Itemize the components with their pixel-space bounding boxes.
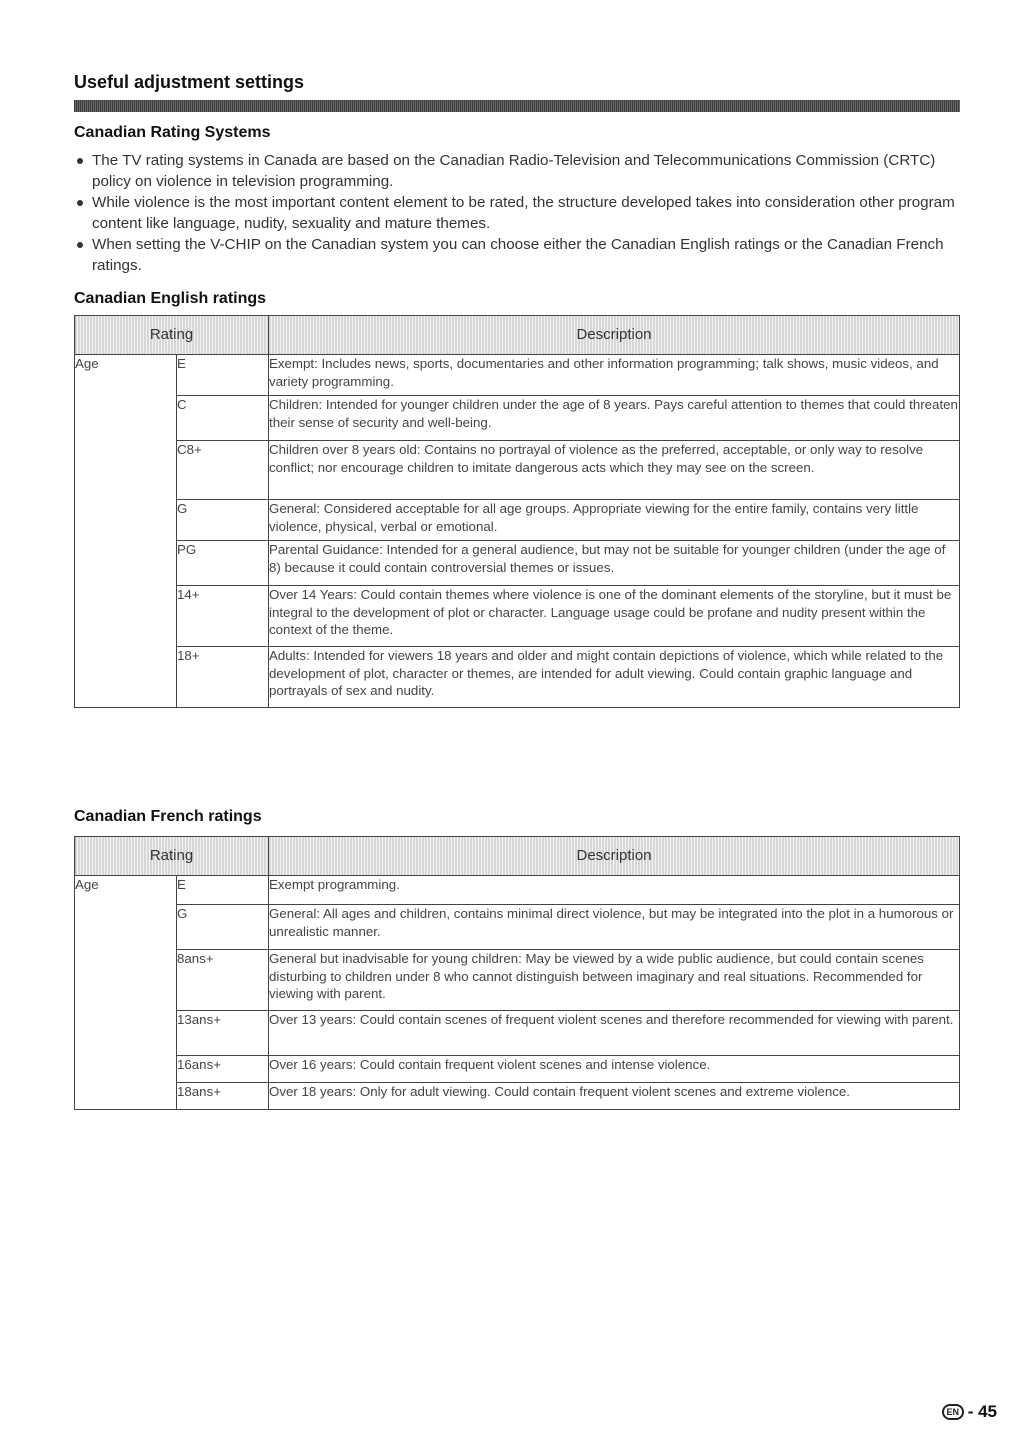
bullet-text: While violence is the most important content element to be rated, the structure developed takes into consideration other program content like language, nudity, sexuality and mature themes. <box>92 194 955 232</box>
rating-description: Exempt: Includes news, sports, documentaries and other information programming; talk shows, music videos, and variety programming. <box>269 355 960 396</box>
bullet-item <box>76 192 956 234</box>
rating-code: 18ans+ <box>177 1083 269 1110</box>
rating-code: E <box>177 355 269 396</box>
rating-description: General: Considered acceptable for all age groups. Appropriate viewing for the entire family, contains very little violence, physical, verbal or emotional. <box>269 500 960 541</box>
page-title: Useful adjustment settings <box>74 72 305 92</box>
age-group-label: Age <box>75 355 177 708</box>
bullet-item <box>76 150 956 192</box>
rating-description: Adults: Intended for viewers 18 years and older and might contain depictions of violence, which while related to the development of plot, character or themes, are intended for adult viewing. Could contain graphic language and portrayals of sex and nudity. <box>269 647 960 708</box>
rating-code: 18+ <box>177 647 269 708</box>
rating-column-header: Rating <box>75 316 269 355</box>
rating-code: 13ans+ <box>177 1011 269 1056</box>
header-rule <box>74 100 960 112</box>
rating-systems-bullets <box>76 150 956 276</box>
rating-description: Over 18 years: Only for adult viewing. Could contain frequent violent scenes and extreme violence. <box>269 1083 960 1110</box>
page-number: - 45 <box>967 1402 997 1421</box>
language-badge-icon: EN <box>942 1404 964 1420</box>
rating-code: G <box>177 905 269 950</box>
rating-code: 14+ <box>177 586 269 647</box>
rating-code: PG <box>177 541 269 586</box>
rating-description: General: All ages and children, contains minimal direct violence, but may be integrated into the plot in a humorous or unrealistic manner. <box>269 905 960 950</box>
age-group-label: Age <box>75 876 177 1110</box>
bullet-item <box>76 234 956 276</box>
english-ratings-table <box>74 315 960 708</box>
rating-code: E <box>177 876 269 905</box>
rating-code: C8+ <box>177 441 269 500</box>
bullet-icon <box>77 200 83 206</box>
rating-systems-title: Canadian Rating Systems <box>74 124 271 141</box>
rating-description: Children: Intended for younger children under the age of 8 years. Pays careful attention to themes that could threaten their sense of security and well-being. <box>269 396 960 441</box>
english-ratings-title: Canadian English ratings <box>74 290 267 307</box>
rating-description: Over 14 Years: Could contain themes where violence is one of the dominant elements of the storyline, but it must be integral to the development of plot or character. Language usage could be profane and nudity present within the context of the theme. <box>269 586 960 647</box>
rating-description: Over 16 years: Could contain frequent violent scenes and intense violence. <box>269 1056 960 1083</box>
bullet-text: The TV rating systems in Canada are based on the Canadian Radio-Television and Telecommunications Commission (CRTC) policy on violence in television programming. <box>92 152 936 190</box>
bullet-icon <box>77 158 83 164</box>
rating-description: Children over 8 years old: Contains no portrayal of violence as the preferred, acceptable, or only way to resolve conflict; nor encourage children to imitate dangerous acts which they may see on the screen. <box>269 441 960 500</box>
rating-description: Exempt programming. <box>269 876 960 905</box>
rating-description: Parental Guidance: Intended for a general audience, but may not be suitable for younger children (under the age of 8) because it could contain controversial themes or issues. <box>269 541 960 586</box>
rating-code: 8ans+ <box>177 950 269 1011</box>
bullet-text: When setting the V-CHIP on the Canadian system you can choose either the Canadian English ratings or the Canadian French ratings. <box>92 236 944 274</box>
french-ratings-table <box>74 836 960 1110</box>
french-ratings-title: Canadian French ratings <box>74 808 262 825</box>
rating-code: 16ans+ <box>177 1056 269 1083</box>
bullet-icon <box>77 242 83 248</box>
rating-code: C <box>177 396 269 441</box>
rating-description: Over 13 years: Could contain scenes of frequent violent scenes and therefore recommended for viewing with parent. <box>269 1011 960 1056</box>
rating-code: G <box>177 500 269 541</box>
page-footer <box>942 1402 997 1422</box>
description-column-header: Description <box>269 837 960 876</box>
rating-description: General but inadvisable for young children: May be viewed by a wide public audience, but could contain scenes disturbing to children under 8 who cannot distinguish between imaginary and real situations. Recommended for viewing with parent. <box>269 950 960 1011</box>
rating-column-header: Rating <box>75 837 269 876</box>
description-column-header: Description <box>269 316 960 355</box>
